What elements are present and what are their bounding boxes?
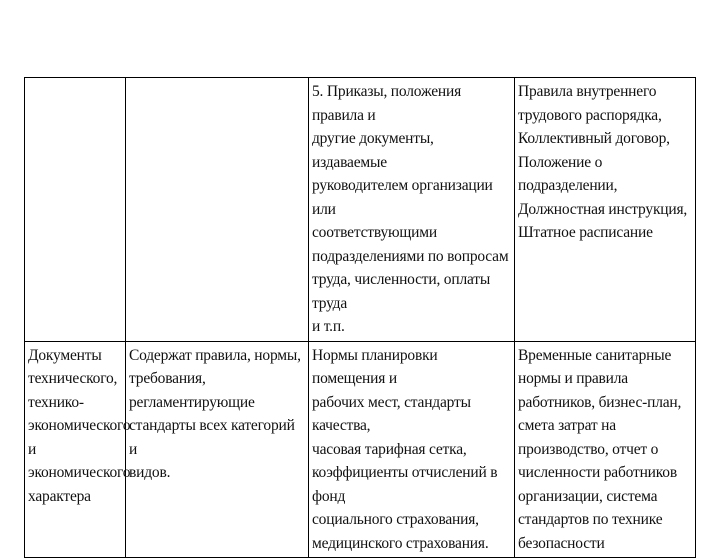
table-cell [25,341,131,558]
table-cell [515,341,696,558]
cell-text: Содержат правила, нормы, требования, регламентирующие стандарты всех категорий и видов. [129,346,301,481]
cell-text: Документы технического, технико- экономического и экономического характера [28,346,131,505]
table-cell [126,78,309,342]
table-cell [309,78,515,342]
cell-text: Временные санитарные нормы и правила работников, бизнес-план, смета затрат на производство, отчет о численности работников организации, система стандартов по технике безопасности [518,346,682,552]
table-cell [25,78,126,342]
cell-text: Правила внутреннего трудового распорядка, Коллективный договор, Положение о подразделении, Должностная инструкция, Штатное расписание [518,83,688,241]
cell-text: Нормы планировки помещения и рабочих мест, стандарты качества, часовая тарифная сетка, коэффициенты отчислений в фонд социального страхования, медицинского страхования. [312,346,498,552]
table-row [25,78,696,342]
table-cell [515,78,696,342]
cell-text: 5. Приказы, положения правила и другие документы, издаваемые руководителем организации или соответствующими подразделениями по вопросам труда, численности, оплаты труда и т.п. [312,83,509,335]
document-table-container [24,77,695,558]
table-cell [126,341,309,558]
document-table [24,77,696,558]
table-cell [309,341,515,558]
table-row [25,341,696,558]
